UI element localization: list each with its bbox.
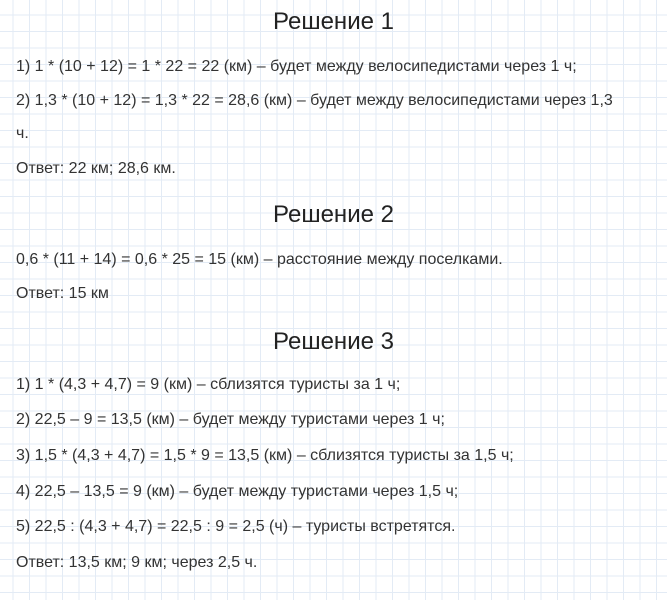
solution-3-line: 5) 22,5 : (4,3 + 4,7) = 22,5 : 9 = 2,5 (ч) – туристы встретятся. [16,518,456,535]
solution-2-line: 0,6 * (11 + 14) = 0,6 * 25 = 15 (км) – расстояние между поселками. [16,251,503,268]
solution-1-title: Решение 1 [273,8,394,35]
solution-1-answer: Ответ: 22 км; 28,6 км. [16,160,176,177]
solution-3-line: 1) 1 * (4,3 + 4,7) = 9 (км) – сблизятся туристы за 1 ч; [16,376,401,393]
solution-2-title: Решение 2 [273,201,394,228]
solution-2-answer: Ответ: 15 км [16,285,109,302]
solution-1-line: 2) 1,3 * (10 + 12) = 1,3 * 22 = 28,6 (км) – будет между велосипедистами через 1,3 [16,92,613,109]
solution-3-line: 2) 22,5 – 9 = 13,5 (км) – будет между туристами через 1 ч; [16,411,445,428]
solution-3-line: 3) 1,5 * (4,3 + 4,7) = 1,5 * 9 = 13,5 (км) – сблизятся туристы за 1,5 ч; [16,447,514,464]
solution-3-answer: Ответ: 13,5 км; 9 км; через 2,5 ч. [16,554,258,571]
solution-3-title: Решение 3 [273,328,394,355]
solution-3-line: 4) 22,5 – 13,5 = 9 (км) – будет между туристами через 1,5 ч; [16,483,459,500]
solution-1-line: 1) 1 * (10 + 12) = 1 * 22 = 22 (км) – будет между велосипедистами через 1 ч; [16,58,577,75]
solution-1-line: ч. [16,125,29,142]
